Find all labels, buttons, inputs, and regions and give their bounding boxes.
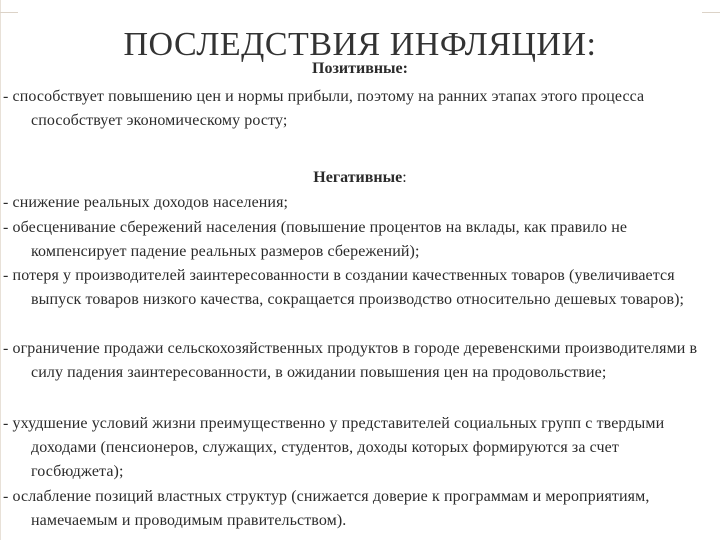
negative-item: - ухудшение условий жизни преимущественно у представителей социальных групп с твердыми доходами (пенсионеров, служащих, студентов, доходы которых формируются за счет госбюджета); [3,415,665,480]
negative-item: - ограничение продажи сельскохозяйственных продуктов в городе деревенскими производителями в силу падения заинтересованности, в ожидании повышения цен на продовольствие; [3,340,698,381]
negative-heading-colon: : [402,169,407,186]
negative-item: - потеря у производителей заинтересованности в создании качественных товаров (увеличивается выпуск товаров низкого качества, сокращается производство относительно дешевых товаров); [3,267,685,308]
top-right-corner-mark [702,0,720,13]
positive-item: - способствует повышению цен и нормы прибыли, поэтому на ранних этапах этого процесса способствует экономическому росту; [3,88,645,129]
negative-item: - снижение реальных доходов населения; [3,194,289,211]
positive-heading: Позитивные: [312,60,408,77]
slide-title: ПОСЛЕДСТВИЯ ИНФЛЯЦИИ: [123,26,597,63]
top-left-corner-mark [0,0,18,13]
negative-item: - ослабление позиций властных структур (снижается доверие к программам и мероприятиям, намечаемым и проводимым правительством). [3,488,650,529]
negative-item: - обесценивание сбережений населения (повышение процентов на вклады, как правило не компенсирует падение реальных размеров сбережений); [3,219,628,260]
negative-heading-label: Негативные [313,169,403,186]
negative-heading [0,166,720,190]
